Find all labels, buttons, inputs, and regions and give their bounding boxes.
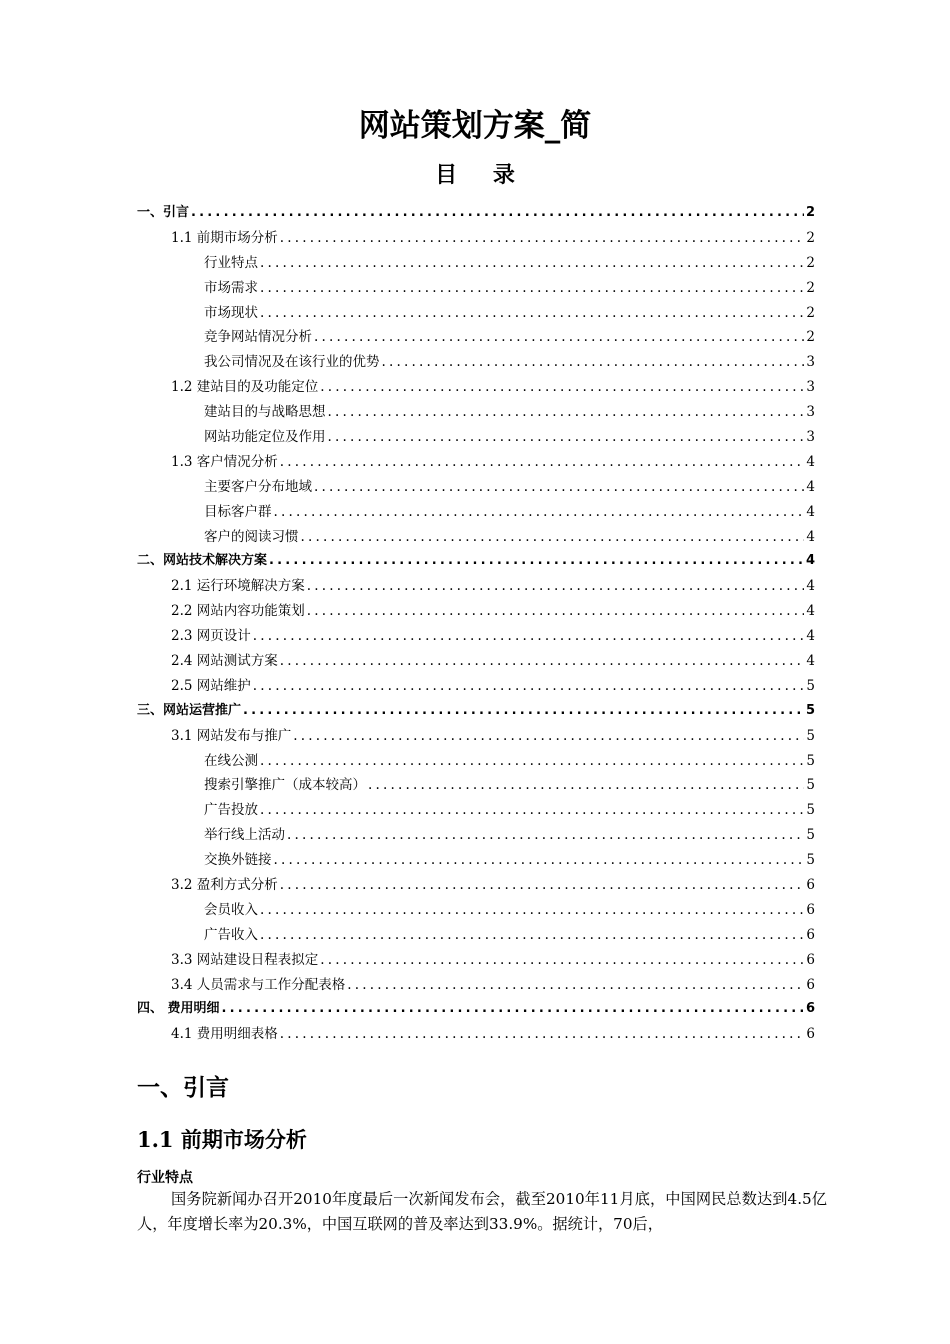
toc-entry[interactable] — [137, 325, 815, 350]
toc-leader-dots — [280, 1022, 805, 1047]
toc-leader-dots — [260, 923, 804, 948]
toc-entry[interactable] — [137, 674, 815, 699]
toc-entry-label: 四、 费用明细 — [137, 1001, 220, 1017]
toc-leader-dots — [301, 525, 805, 550]
toc-entry[interactable] — [137, 574, 815, 599]
toc-entry[interactable] — [137, 923, 815, 948]
toc-entry-label: 一、引言 — [137, 204, 190, 220]
toc-entry-label: 1.1 前期市场分析 — [171, 229, 278, 246]
toc-leader-dots — [274, 500, 805, 525]
toc-leader-dots — [280, 450, 805, 475]
toc-entry[interactable] — [137, 948, 815, 973]
toc-entry[interactable] — [137, 749, 815, 774]
toc-leader-dots — [280, 226, 805, 251]
toc-entry[interactable] — [137, 848, 815, 873]
toc-entry-page-number: 5 — [806, 827, 815, 844]
toc-leader-dots — [260, 301, 804, 326]
toc-leader-dots — [191, 201, 804, 226]
toc-entry[interactable] — [137, 798, 815, 823]
toc-leader-dots — [368, 773, 804, 798]
toc-entry[interactable] — [137, 375, 815, 400]
toc-entry[interactable] — [137, 549, 815, 574]
toc-entry-page-number: 6 — [806, 901, 815, 918]
toc-entry[interactable] — [137, 1022, 815, 1047]
toc-entry-label: 2.4 网站测试方案 — [171, 653, 278, 670]
toc-entry-label: 市场需求 — [204, 279, 258, 296]
toc-heading: 目 录 — [435, 163, 529, 188]
toc-entry-label: 行业特点 — [204, 254, 258, 271]
toc-leader-dots — [293, 724, 804, 749]
toc-entry-page-number: 4 — [806, 628, 815, 645]
toc-entry[interactable] — [137, 226, 815, 251]
toc-entry-label: 在线公测 — [204, 752, 258, 769]
toc-leader-dots — [287, 823, 804, 848]
toc-entry-label: 我公司情况及在该行业的优势 — [204, 354, 380, 371]
toc-entry-page-number: 4 — [806, 453, 815, 470]
toc-entry-page-number: 5 — [805, 702, 815, 718]
document-title: 网站策划方案_简 — [358, 108, 592, 144]
toc-entry-page-number: 2 — [806, 304, 815, 321]
toc-entry[interactable] — [137, 773, 815, 798]
toc-entry[interactable] — [137, 649, 815, 674]
toc-entry-page-number: 2 — [806, 279, 815, 296]
toc-leader-dots — [260, 898, 804, 923]
toc-leader-dots — [328, 425, 805, 450]
toc-leader-dots — [260, 276, 804, 301]
body-paragraph: 国务院新闻办召开2010年度最后一次新闻发布会，截至2010年11月底，中国网民总数达到4.5亿人，年度增长率为20.3%，中国互联网的普及率达到33.9%。据统计，70后， — [137, 1190, 827, 1233]
toc-entry-page-number: 5 — [806, 752, 815, 769]
table-of-contents — [137, 201, 815, 1047]
toc-leader-dots — [320, 948, 804, 973]
toc-entry-page-number: 4 — [805, 553, 815, 569]
toc-entry-label: 3.1 网站发布与推广 — [171, 727, 292, 744]
toc-entry-label: 会员收入 — [204, 901, 258, 918]
toc-entry-label: 客户的阅读习惯 — [204, 528, 299, 545]
toc-leader-dots — [253, 624, 805, 649]
toc-entry-label: 广告投放 — [204, 802, 258, 819]
toc-leader-dots — [274, 848, 805, 873]
toc-entry-label: 竞争网站情况分析 — [204, 329, 312, 346]
toc-entry-page-number: 5 — [806, 852, 815, 869]
toc-leader-dots — [280, 649, 805, 674]
toc-entry-page-number: 2 — [805, 204, 815, 220]
toc-leader-dots — [269, 549, 804, 574]
toc-entry-label: 3.2 盈利方式分析 — [171, 877, 278, 894]
toc-leader-dots — [243, 699, 804, 724]
toc-entry[interactable] — [137, 898, 815, 923]
toc-entry-page-number: 2 — [806, 229, 815, 246]
toc-entry-label: 市场现状 — [204, 304, 258, 321]
toc-entry-page-number: 4 — [806, 528, 815, 545]
toc-entry-page-number: 3 — [806, 354, 815, 371]
toc-leader-dots — [260, 251, 804, 276]
toc-leader-dots — [260, 798, 804, 823]
toc-leader-dots — [253, 674, 805, 699]
toc-entry-label: 目标客户群 — [204, 503, 272, 520]
toc-leader-dots — [280, 873, 805, 898]
toc-leader-dots — [260, 749, 804, 774]
toc-entry-page-number: 6 — [806, 877, 815, 894]
toc-entry[interactable] — [137, 201, 815, 226]
toc-entry-label: 2.1 运行环境解决方案 — [171, 578, 305, 595]
toc-entry-page-number: 5 — [806, 777, 815, 794]
toc-entry[interactable] — [137, 276, 815, 301]
section-heading: 一、引言 — [137, 1075, 229, 1101]
toc-leader-dots — [307, 574, 805, 599]
toc-entry[interactable] — [137, 301, 815, 326]
toc-entry[interactable] — [137, 998, 815, 1023]
toc-entry-label: 2.5 网站维护 — [171, 677, 251, 694]
toc-entry-label: 搜索引擎推广（成本较高） — [204, 777, 366, 794]
toc-entry-page-number: 4 — [806, 578, 815, 595]
toc-entry-label: 建站目的与战略思想 — [204, 404, 326, 421]
toc-entry[interactable] — [137, 724, 815, 749]
toc-entry[interactable] — [137, 624, 815, 649]
toc-entry-label: 1.3 客户情况分析 — [171, 453, 278, 470]
subsubsection-heading: 行业特点 — [137, 1170, 193, 1186]
toc-entry-page-number: 5 — [806, 727, 815, 744]
toc-entry-page-number: 6 — [806, 951, 815, 968]
toc-entry[interactable] — [137, 400, 815, 425]
toc-entry[interactable] — [137, 475, 815, 500]
toc-entry-page-number: 3 — [806, 429, 815, 445]
toc-leader-dots — [328, 400, 805, 425]
toc-entry[interactable] — [137, 823, 815, 848]
toc-entry-page-number: 6 — [805, 1001, 815, 1017]
toc-entry-page-number: 4 — [806, 653, 815, 670]
toc-entry-label: 1.2 建站目的及功能定位 — [171, 379, 319, 396]
toc-entry-label: 3.3 网站建设日程表拟定 — [171, 951, 319, 968]
toc-entry-label: 举行线上活动 — [204, 827, 285, 844]
toc-entry-page-number: 6 — [806, 976, 815, 993]
toc-leader-dots — [347, 973, 804, 998]
toc-entry-page-number: 4 — [806, 503, 815, 520]
toc-entry-label: 二、网站技术解决方案 — [137, 553, 268, 569]
toc-entry[interactable] — [137, 525, 815, 550]
toc-leader-dots — [320, 375, 804, 400]
toc-entry[interactable] — [137, 500, 815, 525]
toc-entry-page-number: 5 — [806, 677, 815, 694]
toc-entry-label: 2.2 网站内容功能策划 — [171, 603, 305, 620]
toc-entry[interactable] — [137, 699, 815, 724]
toc-entry-label: 2.3 网页设计 — [171, 628, 251, 645]
toc-leader-dots — [314, 325, 804, 350]
toc-leader-dots — [382, 350, 805, 375]
subsection-heading: 1.1 前期市场分析 — [137, 1127, 307, 1152]
toc-entry-page-number: 2 — [806, 329, 815, 346]
toc-entry[interactable] — [137, 350, 815, 375]
toc-leader-dots — [307, 599, 805, 624]
toc-entry-label: 主要客户分布地域 — [204, 478, 312, 495]
toc-entry[interactable] — [137, 873, 815, 898]
toc-entry-label: 3.4 人员需求与工作分配表格 — [171, 976, 346, 993]
toc-entry-page-number: 4 — [806, 603, 815, 620]
toc-entry[interactable] — [137, 450, 815, 475]
toc-entry[interactable] — [137, 973, 815, 998]
toc-leader-dots — [222, 997, 804, 1022]
toc-entry-page-number: 5 — [806, 802, 815, 819]
toc-entry-label: 网站功能定位及作用 — [204, 429, 326, 445]
toc-entry[interactable] — [137, 251, 815, 276]
toc-entry-page-number: 3 — [806, 379, 815, 396]
toc-entry-page-number: 6 — [806, 1026, 815, 1043]
toc-entry[interactable] — [137, 425, 815, 450]
toc-entry-label: 交换外链接 — [204, 852, 272, 869]
toc-entry-page-number: 3 — [806, 404, 815, 421]
toc-entry-page-number: 4 — [806, 478, 815, 495]
toc-entry-page-number: 2 — [806, 254, 815, 271]
toc-entry-label: 广告收入 — [204, 926, 258, 943]
toc-entry[interactable] — [137, 599, 815, 624]
toc-entry-label: 4.1 费用明细表格 — [171, 1026, 278, 1043]
toc-entry-label: 三、网站运营推广 — [137, 702, 242, 718]
toc-entry-page-number: 6 — [806, 926, 815, 943]
toc-leader-dots — [314, 475, 804, 500]
